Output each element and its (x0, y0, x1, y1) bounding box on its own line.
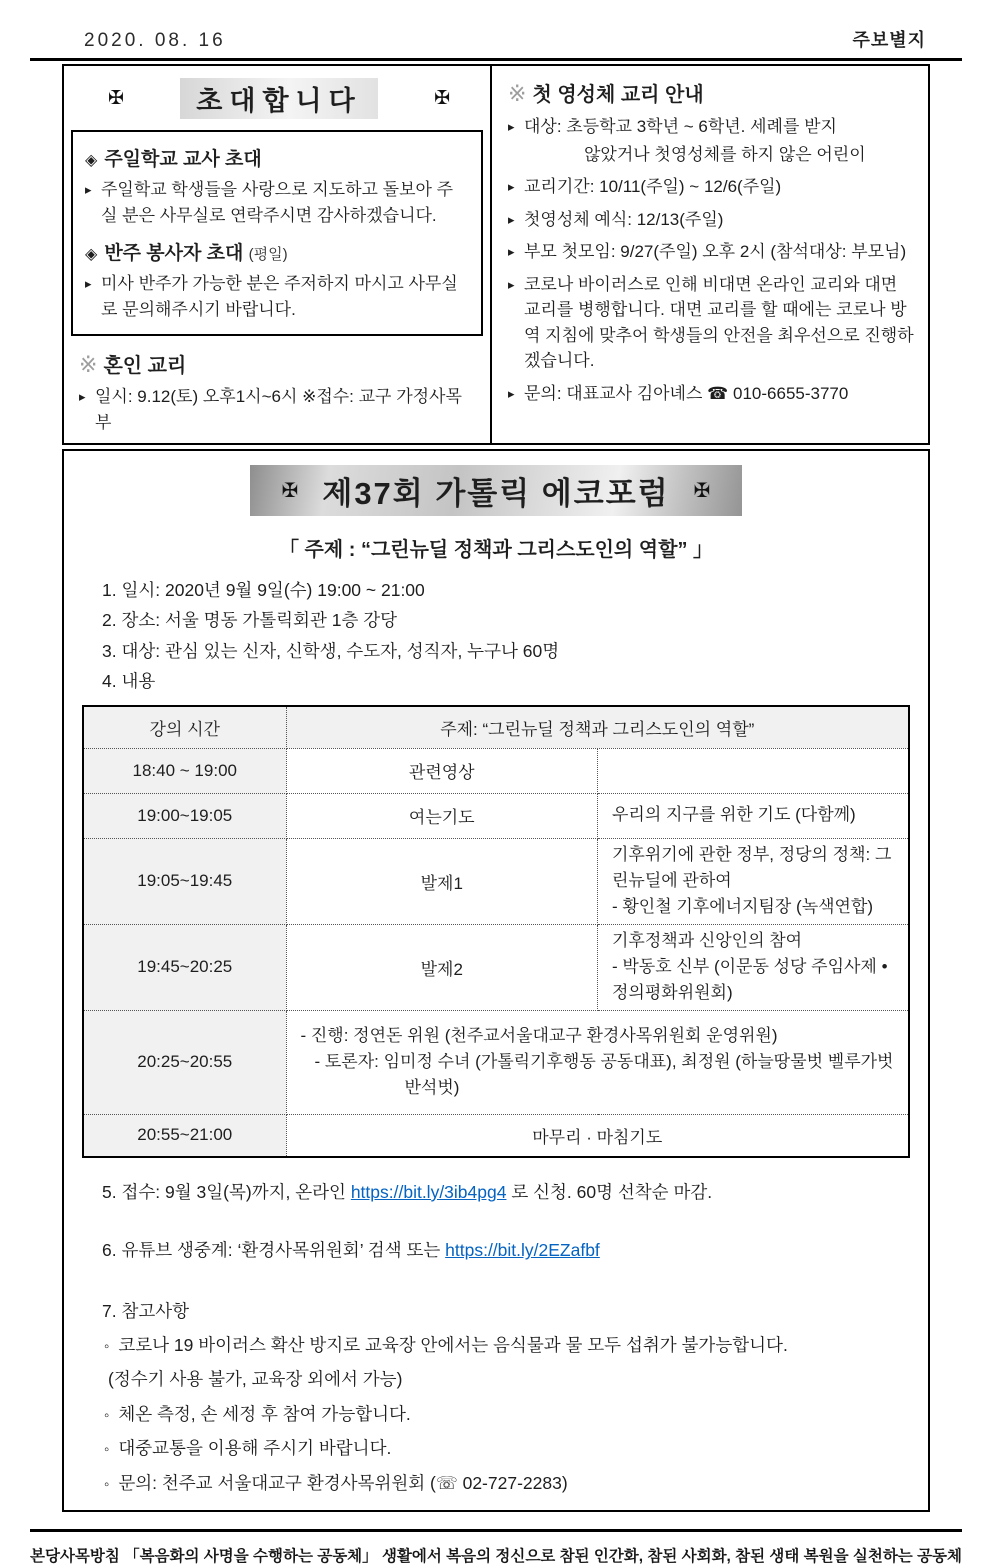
row-desc-line1: 기후위기에 관한 정부, 정당의 정책: 그린뉴딜에 관하여 (612, 844, 892, 890)
sunday-school-text: 주일학교 학생들을 사랑으로 지도하고 돌보아 주실 분은 사무실로 연락주시면 감사하겠습니다. (101, 180, 454, 225)
cross-icon: ✠ (108, 88, 124, 109)
header-rule (30, 58, 962, 61)
row-time: 20:25~20:55 (83, 1010, 286, 1114)
row-desc-line2: - 토론자: 임미정 수녀 (가톨릭기후행동 공동대표), 최정원 (하늘땅물벗 벨루가벗 반석벗) (314, 1051, 894, 1098)
first-communion-list (508, 114, 916, 406)
note-text: 코로나 19 바이러스 확산 방지로 교육장 안에서는 음식물과 물 모두 섭취가 불가능합니다. (118, 1334, 788, 1355)
row-desc-line2: - 황인철 기후에너지팀장 (녹색연합) (612, 897, 874, 917)
youtube-link[interactable]: https://bit.ly/2EZafbf (445, 1240, 600, 1261)
accompanist-weekday-note: (평일) (248, 246, 288, 263)
first-communion-heading (508, 78, 916, 107)
cross-icon: ✠ (434, 88, 450, 109)
note-text: 체온 측정, 손 세정 후 참여 가능합니다. (118, 1403, 411, 1424)
row-label: 발제2 (286, 924, 598, 1010)
fc-contact (508, 381, 916, 407)
marriage-schedule-text: 일시: 9.12(토) 오후1시~6시 ※접수: 교구 가정사목부 (95, 387, 462, 432)
table-row (83, 1010, 909, 1114)
eco-item-place: 2. 장소: 서울 명동 가톨릭회관 1층 강당 (102, 610, 398, 631)
sunday-school-heading (85, 144, 469, 171)
row-desc-line2: - 박동호 신부 (이문동 성당 주임사제 • 정의평화위원회) (612, 956, 888, 1003)
invitation-title: 초대합니다 (180, 78, 377, 119)
fc-target-line1: 대상: 초등학교 3학년 ~ 6학년. 세례를 받지 (524, 117, 837, 136)
triangle-bullet-icon: ▸ (85, 182, 92, 197)
note-item (104, 1401, 898, 1428)
row-time: 18:40 ~ 19:00 (83, 748, 286, 793)
top-section (62, 64, 930, 445)
triangle-bullet-icon: ▸ (508, 179, 515, 194)
circle-bullet-icon: ◦ (104, 1441, 110, 1459)
eco-item-datetime: 1. 일시: 2020년 9월 9일(수) 19:00 ~ 21:00 (102, 580, 425, 600)
eco-item-audience: 3. 대상: 관심 있는 신자, 신학생, 수도자, 성직자, 누구나 60명 (102, 640, 560, 661)
accompanist-body (85, 271, 469, 322)
pastoral-motto: 본당사목방침 「복음화의 사명을 수행하는 공동체」 생활에서 복음의 정신으로 참된 인간화, 참된 사회화, 참된 생태 복원을 실천하는 공동체 (29, 1548, 963, 1566)
registration-link[interactable]: https://bit.ly/3ib4pg4 (350, 1182, 507, 1203)
fc-ceremony (508, 207, 916, 233)
schedule-header-time: 강의 시간 (83, 706, 286, 748)
eco-forum-title: 제37회 가톨릭 에코포럼 (322, 476, 670, 511)
circle-bullet-icon: ◦ (104, 1475, 110, 1493)
table-row (83, 748, 909, 793)
schedule-table (82, 705, 910, 1158)
diamond-icon: ◈ (85, 152, 98, 169)
marriage-schedule (79, 384, 476, 435)
invitation-title-row (64, 66, 490, 123)
remarks-title: 7. 참고사항 (102, 1300, 190, 1321)
accompanist-heading (85, 238, 469, 265)
circle-bullet-icon: ◦ (104, 1337, 110, 1355)
row-desc (598, 838, 910, 924)
row-label: 관련영상 (286, 748, 598, 793)
accompanist-title: 반주 봉사자 초대 (104, 243, 244, 264)
triangle-bullet-icon: ▸ (508, 385, 515, 401)
table-row (83, 838, 909, 924)
row-desc (598, 748, 910, 793)
cross-icon: ✠ (281, 480, 299, 502)
footer-rule (30, 1529, 962, 1532)
invitation-column (64, 66, 492, 443)
eco-item-contents: 4. 내용 (102, 670, 156, 691)
triangle-bullet-icon: ▸ (508, 244, 515, 259)
fc-period-text: 교리기간: 10/11(주일) ~ 12/6(주일) (524, 177, 782, 196)
sunday-school-title: 주일학교 교사 초대 (104, 149, 262, 170)
invitation-inner-box (71, 130, 483, 336)
triangle-bullet-icon: ▸ (508, 276, 515, 292)
eco-forum-subtitle: 「 주제 : “그린뉴딜 정책과 그리스도인의 역할” 」 (279, 539, 713, 561)
triangle-bullet-icon: ▸ (79, 389, 86, 404)
row-label: 발제1 (286, 838, 598, 924)
eco-forum-details (102, 577, 898, 694)
row-desc (598, 924, 910, 1010)
triangle-bullet-icon: ▸ (85, 276, 92, 291)
note-item (104, 1470, 898, 1497)
fc-target-line2: 않았거나 첫영성체를 하지 않은 어린이 (584, 144, 866, 164)
row-label: 여는기도 (286, 793, 598, 838)
diamond-icon: ◈ (85, 246, 98, 263)
marriage-title: 혼인 교리 (103, 355, 187, 377)
youtube-line (102, 1237, 898, 1263)
accompanist-text: 미사 반주가 가능한 분은 주저하지 마시고 사무실로 문의해주시기 바랍니다. (101, 274, 458, 319)
section-mark-icon: ※ (508, 81, 527, 106)
registration-line (102, 1179, 898, 1205)
table-row (83, 1114, 909, 1157)
section-mark-icon: ※ (79, 352, 98, 377)
row-time: 19:05~19:45 (83, 838, 286, 924)
table-row (83, 924, 909, 1010)
first-communion-column (492, 66, 928, 443)
triangle-bullet-icon: ▸ (508, 119, 515, 134)
row-time: 19:00~19:05 (83, 793, 286, 838)
eco-forum-banner (250, 465, 742, 516)
fc-parents-text: 부모 첫모임: 9/27(주일) 오후 2시 (참석대상: 부모님) (524, 242, 907, 261)
note-item (104, 1332, 898, 1359)
note-item (104, 1435, 898, 1462)
fc-ceremony-text: 첫영성체 예식: 12/13(주일) (524, 209, 724, 229)
schedule-header-topic: 주제: “그린뉴딜 정책과 그리스도인의 역할” (286, 706, 909, 748)
fc-target (508, 114, 916, 140)
row-time: 19:45~20:25 (83, 924, 286, 1010)
bulletin-tag: 주보별지 (852, 30, 926, 50)
page-header (84, 26, 926, 52)
fc-corona-text: 코로나 바이러스로 인해 비대면 온라인 교리와 대면 교리를 병행합니다. 대면 교리를 할 때에는 코로나 방역 지침에 맞추어 학생들의 안전을 최우선으로 진행하겠습니다. (524, 274, 914, 370)
remarks-list (104, 1332, 898, 1496)
fc-contact-text: 문의: 대표교사 김아녜스 ☎ 010-6655-3770 (524, 383, 849, 403)
marriage-catechism-section (64, 336, 490, 435)
row-desc (286, 1010, 909, 1114)
schedule-header-row (83, 706, 909, 748)
sunday-school-body (85, 177, 469, 228)
eco-forum-section (62, 449, 930, 1512)
circle-bullet-icon: ◦ (104, 1406, 110, 1424)
youtube-prefix: 6. 유튜브 생중계: ‘환경사목위원회’ 검색 또는 (102, 1240, 446, 1261)
note-continuation: (정수기 사용 불가, 교육장 외에서 가능) (108, 1369, 403, 1390)
row-time: 20:55~21:00 (83, 1114, 286, 1157)
marriage-heading (79, 349, 476, 378)
note-text: 문의: 천주교 서울대교구 환경사목위원회 (☏ 02-727-2283) (118, 1472, 568, 1493)
fc-period (508, 174, 916, 200)
cross-icon: ✠ (693, 480, 711, 502)
first-communion-title: 첫 영성체 교리 안내 (532, 84, 704, 106)
registration-prefix: 5. 접수: 9월 3일(목)까지, 온라인 (102, 1182, 351, 1203)
registration-suffix: 로 신청. 60명 선착순 마감. (506, 1182, 713, 1203)
row-desc-line1: - 진행: 정연돈 위원 (천주교서울대교구 환경사목위원회 운영위원) (300, 1025, 778, 1045)
bulletin-date: 2020. 08. 16 (84, 30, 226, 51)
row-desc: 우리의 지구를 위한 기도 (다함께) (598, 793, 910, 838)
row-closing: 마무리 · 마침기도 (286, 1114, 909, 1157)
fc-parents-meeting (508, 239, 916, 265)
table-row (83, 793, 909, 838)
note-text: 대중교통을 이용해 주시기 바랍니다. (118, 1438, 392, 1459)
fc-corona-notice (508, 272, 916, 374)
triangle-bullet-icon: ▸ (508, 211, 515, 227)
row-desc-line1: 기후정책과 신앙인의 참여 (612, 930, 803, 950)
